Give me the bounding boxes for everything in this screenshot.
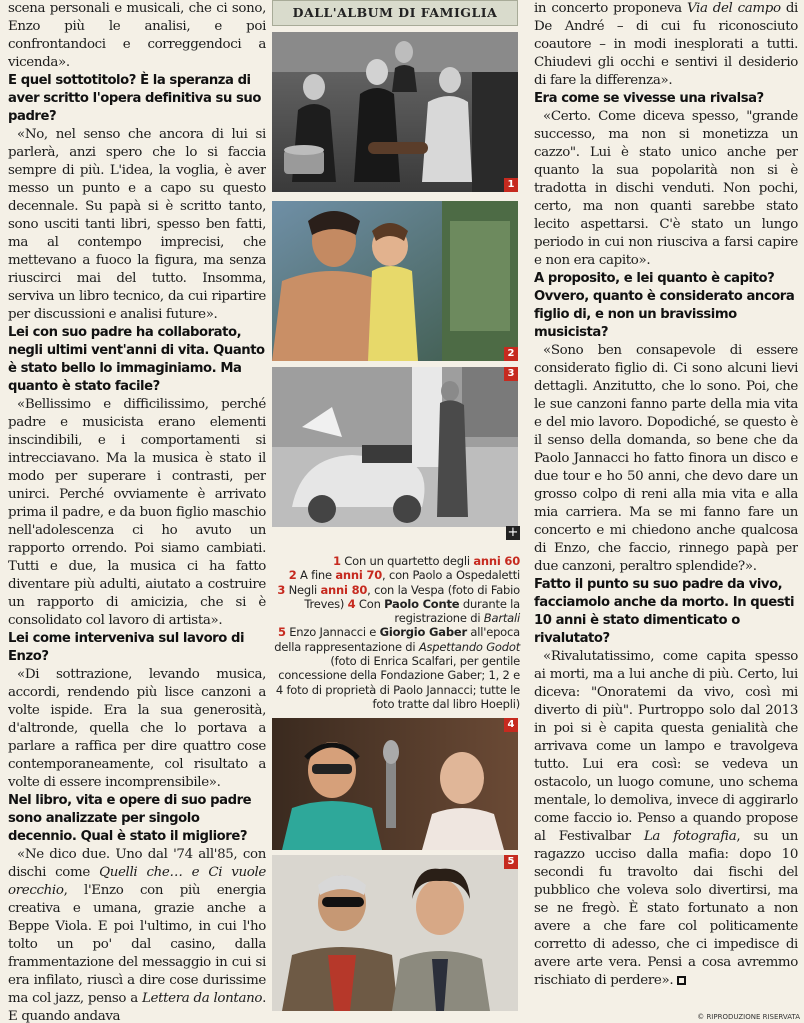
end-mark-icon <box>677 976 686 985</box>
text-run: «Ne dico due. Uno dal '74 all'85, con dischi come <box>8 847 266 880</box>
photo-vespa-image <box>272 367 518 527</box>
photo-quartet-60s <box>272 32 518 192</box>
right-column <box>534 0 798 1023</box>
paragraph <box>534 648 798 990</box>
question-heading: Lei come interveniva sul lavoro di Enzo? <box>8 631 245 664</box>
album-title: Quelli che… e Ci vuole orecchio <box>8 865 266 898</box>
paragraph <box>534 0 798 90</box>
paragraph: «Certo. Come diceva spesso, "grande successo, ma non si monetizza un cazzo". Lui è stato unico anche per quanto la sua popolarità non si è tradotta in dischi venduti. Non pochi, certo, ma non quanti sarebbe stato lecito aspettarsi. C'è stato un lungo periodo in cui non riusciva a farsi capire e non era capito». <box>534 109 798 268</box>
paragraph <box>8 846 266 1023</box>
photo-jannacci-gaber-image <box>272 855 518 1011</box>
paragraph: «Bellissimo e difficilissimo, perché padre e musicista erano elementi inscindibili, e i comportamenti si intrecciavano. Ma la musica è stato il modo per superare i contrasti, per unirci. Perché ovviamente è arrivato prima il padre, e da buon figlio maschio nell'adolescenza ci ho avuto un rapporto orrendo. Poi siamo cambiati. Tutti e due, la musica ci ha fatto diventare più adulti, aiutato a costruire un rapporto di amicizia, che si è consolidato col lavoro di artista». <box>8 397 266 628</box>
photo-number-badge: 1 <box>504 178 518 192</box>
photo-captions <box>272 554 520 711</box>
question-heading: A proposito, e lei quanto è capito? Ovvero, quanto è considerato ancora figlio di, e non un bravissimo musicista? <box>534 271 795 340</box>
caption-item: 1 Con un quartetto degli anni 60 <box>333 554 520 568</box>
photo-ospedaletti-70s <box>272 201 518 361</box>
section-header: DALL'ALBUM DI FAMIGLIA <box>272 0 518 26</box>
photo-number-badge: 4 <box>504 718 518 732</box>
photo-conte-image <box>272 718 518 850</box>
caption-item: 3 Negli anni 80, con la Vespa (foto di Fabio Treves) 4 Con Paolo Conte durante la registrazione di Bartali <box>277 582 520 626</box>
song-title: La fotografia <box>643 829 737 844</box>
photo-conte-recording <box>272 718 518 850</box>
question-heading: Lei con suo padre ha collaborato, negli ultimi vent'anni di vita. Quanto è stato bello lo immaginiamo. Ma quanto è stato facile? <box>8 325 265 394</box>
paragraph: «Di sottrazione, levando musica, accordi, rendendo più lisce canzoni a volte ispide. Era la sua generosità, d'altronde, quella che lo portava a parlare a raffica per dire quattro cose contemporaneamente, col risultato a volte di essere incomprensibile». <box>8 667 266 790</box>
text-run: . E quando andava <box>8 991 266 1023</box>
plus-icon[interactable]: + <box>507 525 519 540</box>
photo-jannacci-gaber <box>272 855 518 1011</box>
photo-number-badge: 2 <box>504 347 518 361</box>
paragraph: «No, nel senso che ancora di lui si parlerà, anzi spero che lo si faccia sempre di più. L'idea, la voglia, è aver messo un punto e a capo su questo decennale. Su papà si è scritto tanto, sono usciti tanti libri, spesso ben fatti, ma al contempo imprecisi, che mettevano a fuoco la figura, ma senza riuscirci mai del tutto. Insomma, serviva un libro tecnico, da cui ripartire per discussioni e analisi future». <box>8 127 266 322</box>
photo-quartet-image <box>272 32 518 192</box>
left-column <box>8 0 266 1023</box>
question-heading: Era come se vivesse una rivalsa? <box>534 91 764 106</box>
caption-item: 2 A fine anni 70, con Paolo a Ospedaletti <box>288 568 520 583</box>
photo-vespa-80s <box>272 367 518 527</box>
question-heading: E quel sottotitolo? È la speranza di aver scritto l'opera definitiva su suo padre? <box>8 73 261 124</box>
caption-item: 5 Enzo Jannacci e Giorgio Gaber all'epoca della rappresentazione di Aspettando Godot (foto di Enrica Scalfari, per gentile concessione della Fondazione Gaber; 1, 2 e 4 foto di proprietà di Paolo Jannacci; tutte le foto tratte dal libro Hoepli) <box>274 625 520 711</box>
photo-ospedaletti-image <box>272 201 518 361</box>
song-title: Lettera da lontano <box>142 991 263 1006</box>
text-run: , su un ragazzo ucciso dalla mafia: dopo 10 secondi fu travolto dai fischi del pubblico che voleva solo divertirsi, ma se ne fregò. È stato fortunato a non avere a che fare col politicamente corretto di adesso, che ci impedisce di avere arte vera. Pensi a cosa avremmo rischiato di perdere». <box>534 829 798 988</box>
photo-number-badge: 5 <box>504 855 518 869</box>
copyright-notice: © RIPRODUZIONE RISERVATA <box>697 1013 800 1021</box>
question-heading: Fatto il punto su suo padre da vivo, facciamolo anche da morto. In questi 10 anni è stato dimenticato o rivalutato? <box>534 577 795 646</box>
text-run: , l'Enzo con più energia creativa e umana, grazie anche a Beppe Viola. E poi l'ultimo, in cui l'ho tolto un po' dal casino, dalla frammentazione del messaggio in cui si era infilato, riuscì a dire cose durissime ma col jazz, penso a <box>8 883 266 1006</box>
text-run: «Rivalutatissimo, come capita spesso ai morti, ma a lui anche di più. Certo, lui diceva: "Onoratemi da vivo, così mi diverto di più". Purtroppo solo dal 2013 in poi si è capita questa genialità che arrivava come un lampo e travolgeva tutto. Lui era così: se vedeva un ostacolo, un luogo comune, uno schema mentale, lo demoliva, invece di aggirarlo come faccio io. Penso a quando propose al Festivalbar <box>534 649 798 844</box>
text-run: in concerto proponeva <box>534 1 687 16</box>
paragraph: «Sono ben consapevole di essere considerato figlio di. Ci sono alcuni lievi dettagli. Anzitutto, che lo sono. Poi, che le sue canzoni fanno parte della mia vita e del mio lavoro. Dopodiché, se questo è il senso della domanda, so bene che da Paolo Jannacci ho fatto finora un disco e due tour e ho 50 anni, che devo dare un grosso colpo di reni alla mia vita e alla mia carriera. Ma se mi fanno fare un concerto e mi chiedono anche qualcosa di Enzo, che faccio, rinnego papà per due canzoni, peraltro splendide?». <box>534 343 798 574</box>
photo-column <box>272 0 522 1023</box>
song-title: Via del campo <box>686 1 781 16</box>
text-run: di De André – di cui fu riconosciuto coautore – in modi inesplorati a tutti. Chiudevi gli occhi e sentivi il desiderio di fare la differenza». <box>534 1 798 88</box>
photo-number-badge: 3 <box>504 367 518 381</box>
paragraph: scena personali e musicali, che ci sono, Enzo più le analisi, e poi confrontandoci e correggendoci a vicenda». <box>8 1 266 70</box>
question-heading: Nel libro, vita e opere di suo padre sono analizzate per singolo decennio. Qual è stato il migliore? <box>8 793 252 844</box>
